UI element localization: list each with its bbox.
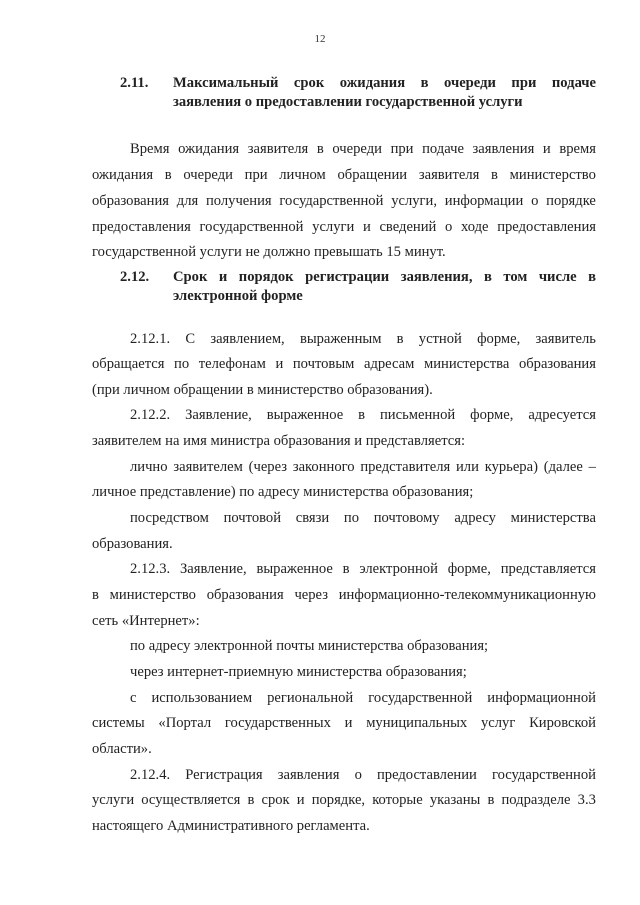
text-line: личное представление) по адресу министерства образования; bbox=[92, 484, 474, 500]
text-line: 2.12.4. Регистрация заявления о предоставлении государственной bbox=[130, 767, 596, 783]
section-number: 2.12. bbox=[120, 269, 150, 285]
text-line: посредством почтовой связи по почтовому адресу министерства bbox=[130, 510, 596, 526]
text-line: обращается по телефонам и почтовым адресам министерства образования bbox=[92, 356, 596, 372]
text-line: в министерство образования через информационно-телекоммуникационную bbox=[92, 587, 596, 603]
text-line: системы «Портал государственных и муниципальных услуг Кировской bbox=[92, 715, 596, 731]
section-title: Максимальный срок ожидания в очереди при подаче заявления о предоставлении государственной услуги bbox=[173, 75, 596, 110]
text-line: заявителем на имя министра образования и представляется: bbox=[92, 433, 466, 449]
text-line: через интернет-приемную министерства образования; bbox=[130, 664, 467, 680]
text-line: по адресу электронной почты министерства образования; bbox=[130, 638, 489, 654]
text-line: образования для получения государственной услуги, информации о порядке bbox=[92, 193, 596, 209]
text-line: области». bbox=[92, 741, 152, 757]
section-title: Срок и порядок регистрации заявления, в том числе в электронной форме bbox=[173, 269, 596, 304]
text-line: 2.12.2. Заявление, выраженное в письменной форме, адресуется bbox=[130, 407, 596, 423]
text-line: ожидания в очереди при личном обращении заявителя в министерство bbox=[92, 167, 596, 183]
section-number: 2.11. bbox=[120, 75, 149, 91]
text-line: Время ожидания заявителя в очереди при подаче заявления и время bbox=[130, 141, 596, 157]
text-line: с использованием региональной государственной информационной bbox=[130, 690, 596, 706]
section-heading-2-12 bbox=[120, 268, 596, 306]
text-line: 2.12.3. Заявление, выраженное в электронной форме, представляется bbox=[130, 561, 596, 577]
text-line: сеть «Интернет»: bbox=[92, 613, 200, 629]
text-line: лично заявителем (через законного представителя или курьера) (далее – bbox=[130, 459, 596, 475]
text-line: услуги осуществляется в срок и порядке, которые указаны в подразделе 3.3 bbox=[92, 792, 596, 808]
text-line: государственной услуги не должно превышать 15 минут. bbox=[92, 244, 446, 260]
page-number: 12 bbox=[314, 33, 326, 45]
text-line: (при личном обращении в министерство образования). bbox=[92, 382, 433, 398]
text-line: настоящего Административного регламента. bbox=[92, 818, 370, 834]
text-line: 2.12.1. С заявлением, выраженным в устной форме, заявитель bbox=[130, 331, 596, 347]
text-line: образования. bbox=[92, 536, 173, 552]
text-line: предоставления государственной услуги и сведений о ходе предоставления bbox=[92, 219, 596, 235]
section-heading-2-11 bbox=[120, 74, 596, 112]
